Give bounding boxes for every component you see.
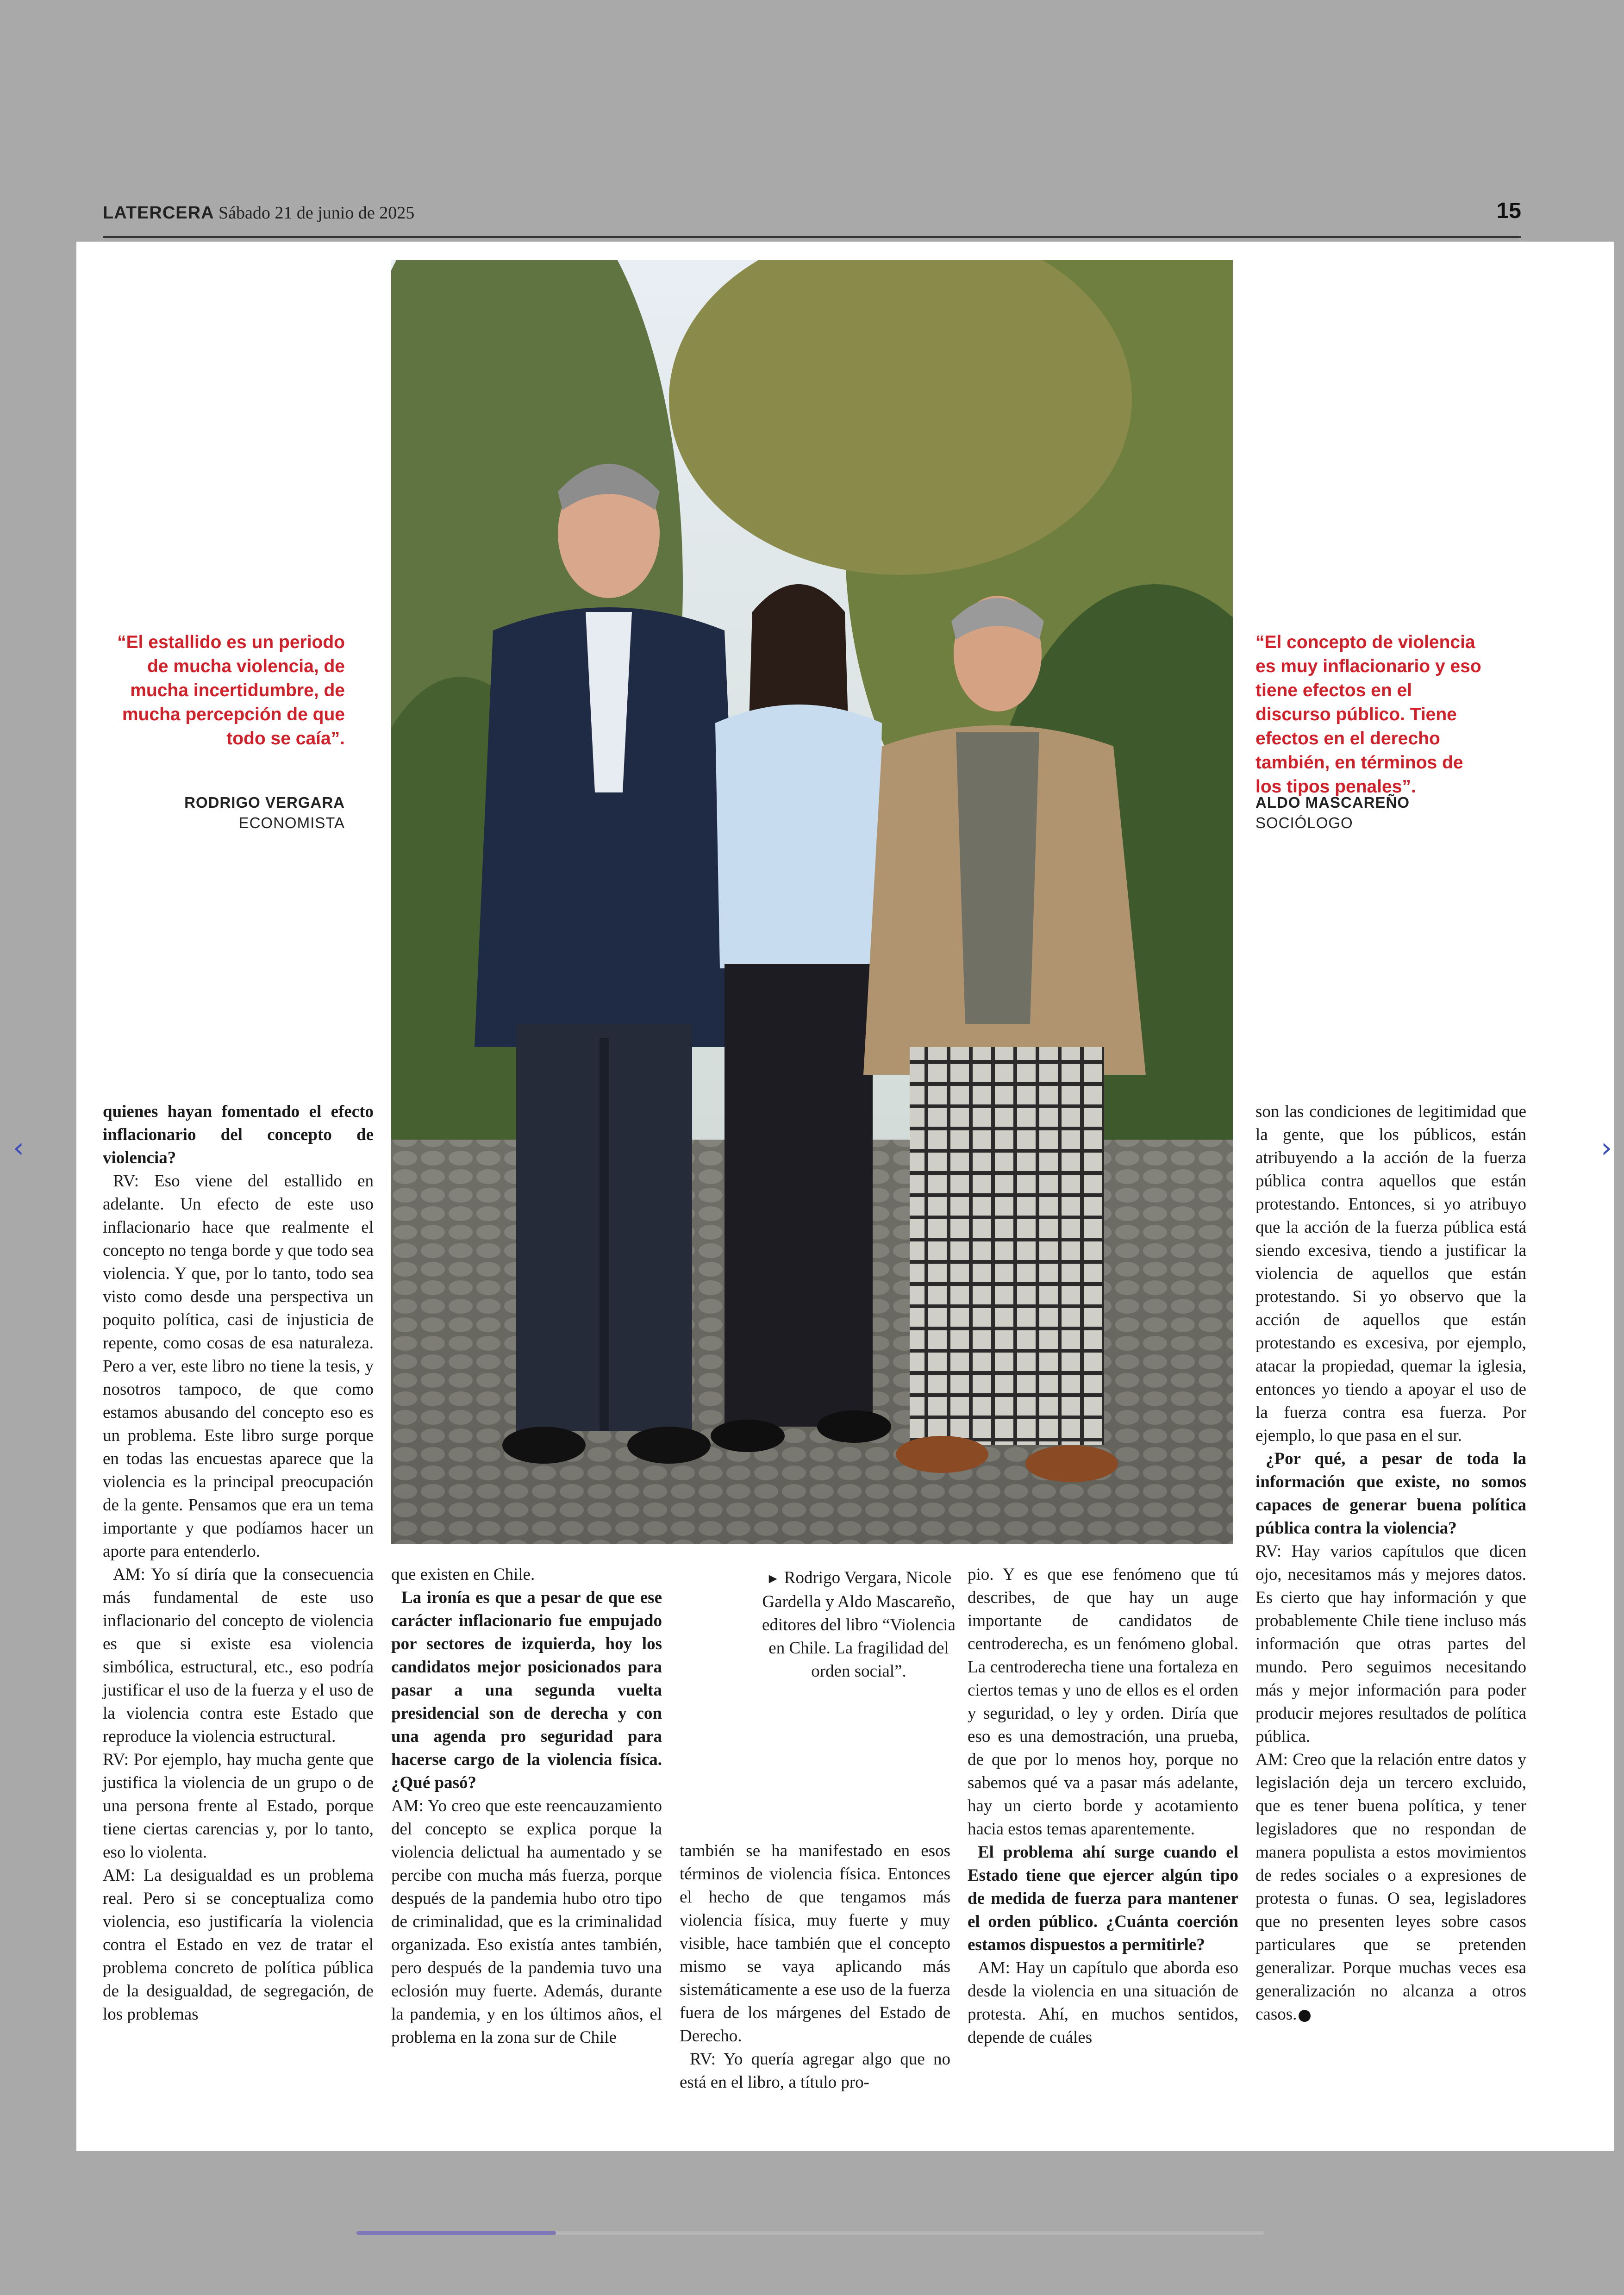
article-column-2 [391,1563,662,2049]
newspaper-page [76,242,1614,2151]
article-paragraph: son las condiciones de legitimidad que la gente, que los públicos, están atribuyendo a la acción de la fuerza pública contra aquellos que están protestando. Entonces, si yo atribuyo que la acción de la fuerza pública está siendo excesiva, tiendo a justificar la violencia de aquellos que están protestando. Si yo observo que la acción de aquellos que están protestando es excesiva, por ejemplo, atacar la propiedad, quemar la iglesia, entonces yo tiendo a apoyar el uso de la fuerza contra esa fuerza. Por ejemplo, lo que pasa en el sur. [1255,1102,1526,1445]
attribution-name: ALDO MASCAREÑO [1255,794,1410,811]
article-paragraph: AM: Hay un capítulo que aborda eso desde la violencia en una situación de protesta. Ahí, en muchos sentidos, depende de cuáles [968,1958,1238,2047]
article-paragraph: RV: Hay varios capítulos que dicen ojo, necesitamos más y mejores datos. Es cierto que hay información y que probablemente Chile tiene incluso más información que otras partes del mundo. Pero seguimos necesitando más y mejor información para poder producir mejores resultados de política pública. [1255,1542,1526,1746]
reading-progress-bar[interactable] [356,2231,1264,2235]
photo-illustration [391,260,1233,1544]
article-paragraph: pio. Y es que ese fenómeno que tú describes, de que hay un auge importante de candidatos de centroderecha, es un fenómeno global. La centroderecha tiene una fortaleza en ciertos temas y uno de ellos es el orden y seguridad, o ley y orden. Diría que eso es una demostración, una prueba, de que por lo menos hoy, porque no sabemos qué va a pasar más adelante, hay un cierto borde y acotamiento hacia estos temas aparentemente. [968,1565,1238,1839]
interview-question: ¿Por qué, a pesar de toda la información que existe, no somos capaces de generar buena política pública contra la violencia? [1255,1449,1526,1538]
article-paragraph: AM: Yo creo que este reencauzamiento del concepto se explica porque la violencia delictual ha aumentado y se percibe con mucha más fuerza, porque después de la pandemia hubo otro tipo de criminalidad, que es la criminalidad organizada. Eso existía antes también, pero después de la pandemia tuvo una eclosión muy fuerte. Además, durante la pandemia, y en los últimos años, el problema en la zona sur de Chile [391,1796,662,2047]
masthead-left [103,203,414,223]
article-paragraph: RV: Yo quería agregar algo que no está en el libro, a título pro- [680,2050,950,2092]
quote-attribution-right [1255,792,1487,833]
pull-quote-right: “El concepto de violencia es muy inflacionario y eso tiene efectos en el discurso público. Tiene efectos en el derecho también, en términos de los tipos penales”. [1255,632,1481,797]
pull-quote-left: “El estallido es un periodo de mucha violencia, de mucha incertidumbre, de mucha percepción de que todo se caía”. [117,632,345,748]
group-photo [391,260,1233,1544]
previous-page-button[interactable]: ‹ [13,1132,24,1164]
attribution-name: RODRIGO VERGARA [184,794,345,811]
article-paragraph: que existen en Chile. [391,1565,535,1584]
end-of-article-icon [1299,2010,1311,2022]
article-column-4 [968,1563,1238,2049]
interview-question: El problema ahí surge cuando el Estado tiene que ejercer algún tipo de medida de fuerza para mantener el orden público. ¿Cuánta coerción estamos dispuestos a permitirle? [968,1843,1238,1954]
photo-caption [757,1566,961,1683]
next-page-button[interactable]: › [1601,1132,1612,1164]
attribution-role: ECONOMISTA [238,814,345,831]
reading-progress-fill [356,2231,556,2235]
article-paragraph: AM: Creo que la relación entre datos y legislación deja un tercero excluido, que es tener buena política, y tener legisladores que no respondan de manera populista a estos movimientos de redes sociales o a expresiones de protesta o funas. O sea, legisladores que no presenten leyes sobre casos particulares que se pretenden generalizar. Porque muchas veces esa generalización no alcanza a otros casos. [1255,1750,1526,2024]
issue-date: Sábado 21 de junio de 2025 [219,203,415,223]
article-paragraph: AM: La desigualdad es un problema real. Pero si se conceptualiza como violencia, eso justificaría la violencia contra el Estado en vez de tratar el problema concreto de política pública de la desigualdad, de segregación, de los problemas [103,1866,374,2024]
page-number: 15 [1496,199,1521,223]
article-paragraph: AM: Yo sí diría que la consecuencia más fundamental de este uso inflacionario del concepto de violencia es que si existe esa violencia simbólica, estructural, etc., eso podría justificar el uso de la fuerza y el uso de la violencia contra este Estado que reproduce la violencia estructural. [103,1565,374,1746]
article-column-1 [103,1100,374,2026]
interview-question: La ironía es que a pesar de que ese carácter inflacionario fue empujado por sectores de izquierda, hoy los candidatos mejor posicionados para pasar a una segunda vuelta presidencial son de derecha y con una agenda pro seguridad para hacerse cargo de la violencia física. ¿Qué pasó? [391,1588,662,1792]
article-column-3 [680,1840,950,2094]
page-masthead [103,194,1521,238]
caption-marker-icon: ► [766,1571,780,1586]
caption-text: Rodrigo Vergara, Nicole Gardella y Aldo Mascareño, editores del libro “Violencia en Chile. La fragilidad del orden social”. [762,1568,956,1681]
article-paragraph: también se ha manifestado en esos términos de violencia física. Entonces el hecho de que tengamos más violencia física, muy fuerte y muy visible, hace también que el concepto mismo se vaya aplicando más sistemáticamente a ese uso de la fuerza fuera de los márgenes del Estado de Derecho. [680,1841,950,2046]
article-paragraph: RV: Eso viene del estallido en adelante. Un efecto de este uso inflacionario hace que realmente el concepto no tenga borde y que todo sea violencia. Y que, por lo tanto, todo sea visto como desde una perspectiva un poquito política, casi de injusticia de repente, como cosas de esa naturaleza. Pero a ver, este libro no tiene la tesis, y nosotros tampoco, de que como estamos abusando del concepto eso es un problema. Este libro surge porque en todas las encuestas aparece que la violencia es la principal preocupación de la gente. Pensamos que era un tema importante y que podíamos hacer un aporte para entenderlo. [103,1172,374,1561]
attribution-role: SOCIÓLOGO [1255,814,1353,831]
article-paragraph: RV: Por ejemplo, hay mucha gente que justifica la violencia de un grupo o de una persona frente al Estado, porque tiene ciertas carencias y, por lo tanto, eso lo violenta. [103,1750,374,1862]
article-column-5 [1255,1100,1526,2026]
quote-attribution-left [113,792,345,833]
interview-question: quienes hayan fomentado el efecto inflacionario del concepto de violencia? [103,1102,374,1167]
newspaper-brand: LATERCERA [103,203,214,223]
